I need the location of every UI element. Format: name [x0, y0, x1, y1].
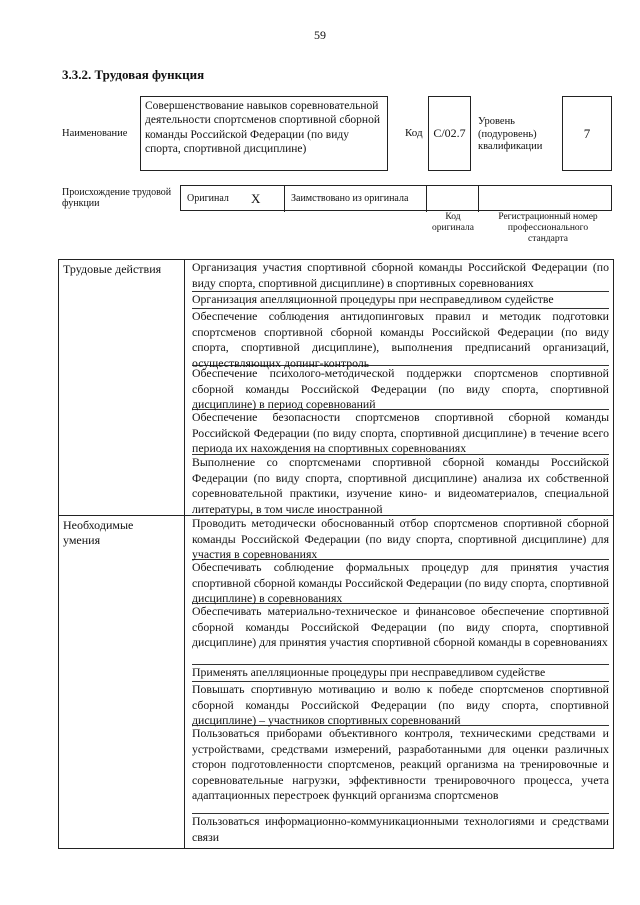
origin-borrowed-cell: [285, 186, 427, 212]
name-value: Совершенствование навыков соревновательной деятельности спортсменов спортивной сборной команды Российской Федерации (по виду спорта, спортивной дисциплине): [140, 96, 388, 171]
level-value: 7: [562, 96, 612, 171]
table-column-divider: [184, 259, 185, 849]
required-skills-label: Необходимые умения: [63, 518, 134, 547]
page-number: 59: [314, 28, 326, 42]
original-mark: X: [251, 191, 261, 206]
reg-caption: Регистрационный номер профессионального стандарта: [498, 212, 598, 244]
borrowed-label: Заимствовано из оригинала: [291, 193, 409, 204]
origin-original-cell: [181, 186, 285, 212]
skill-item: Обеспечивать соблюдение формальных процедур для принятия участия спортивной сборной команды Российской Федерации (по виду спорта, спортивной дисциплине) в соревнованиях: [192, 560, 609, 606]
skill-item: Пользоваться приборами объективного контроля, техническими средствами и устройствами, средствами измерений, разработанными для оценки различных сторон подготовленности спортсменов, реакций организма на тренировочные и соревновательные нагрузки, эффективности тренировочного процесса, учета адаптационных перестроек функций организма спортсменов: [192, 726, 609, 814]
labor-action-item: Организация участия спортивной сборной команды Российской Федерации (по виду спорта, спортивной дисциплине) в спортивных соревнованиях: [192, 260, 609, 292]
labor-action-item: Обеспечение психолого-методической поддержки спортсменов спортивной сборной команды Российской Федерации (по виду спорта, спортивной дисциплине) в период соревнований: [192, 366, 609, 412]
labor-actions-label: Трудовые действия: [63, 262, 162, 276]
labor-action-item: Организация апелляционной процедуры при несправедливом судействе: [192, 292, 609, 309]
skill-item: Пользоваться информационно-коммуникационными технологиями и средствами связи: [192, 814, 609, 844]
code-label: Код: [405, 127, 423, 139]
skill-item: Обеспечивать материально-техническое и финансовое обеспечение спортивной сборной команды Российской Федерации (по виду спорта, спортивной дисциплине) для принятия участия спортивной сборной команды в соревнованиях: [192, 604, 609, 665]
section-title: 3.3.2. Трудовая функция: [62, 67, 205, 82]
labor-action-item: Выполнение со спортсменами спортивной сборной команды Российской Федерации (по виду спорта, спортивной дисциплине) анализа их собственной соревновательной практики, изучение кино- и видеоматериалов, специальной литературы, в том числе иностранной: [192, 455, 609, 516]
origin-row: [180, 185, 612, 211]
code-value: C/02.7: [428, 96, 471, 171]
skill-item: Применять апелляционные процедуры при несправедливом судействе: [192, 665, 609, 682]
skill-item: Повышать спортивную мотивацию и волю к победе спортсменов спортивной сборной команды Российской Федерации (по виду спорта, спортивной дисциплине) – участников спортивных соревнований: [192, 682, 609, 728]
labor-action-item: Обеспечение соблюдения антидопинговых правил и методик подготовки спортсменов спортивной сборной команды Российской Федерации (по виду спорта, спортивной дисциплине), выполнения предписаний организаций, осуществляющих допинг-контроль: [192, 309, 609, 370]
original-label: Оригинал: [187, 193, 229, 204]
level-label: Уровень (подуровень) квалификации: [478, 116, 543, 152]
name-label: Наименование: [62, 128, 128, 139]
labor-action-item: Обеспечение безопасности спортсменов спортивной сборной команды Российской Федерации (по виду спорта, спортивной дисциплине) в течение всего периода их нахождения на спортивных соревнованиях: [192, 410, 609, 456]
origin-label: Происхождение трудовой функции: [62, 187, 172, 209]
origin-code-cell: [427, 186, 479, 212]
skill-item: Проводить методически обоснованный отбор спортсменов спортивной сборной команды Российской Федерации (по виду спорта, спортивной дисциплине) для участия в соревнованиях: [192, 516, 609, 562]
code-caption: Код оригинала: [432, 212, 474, 233]
